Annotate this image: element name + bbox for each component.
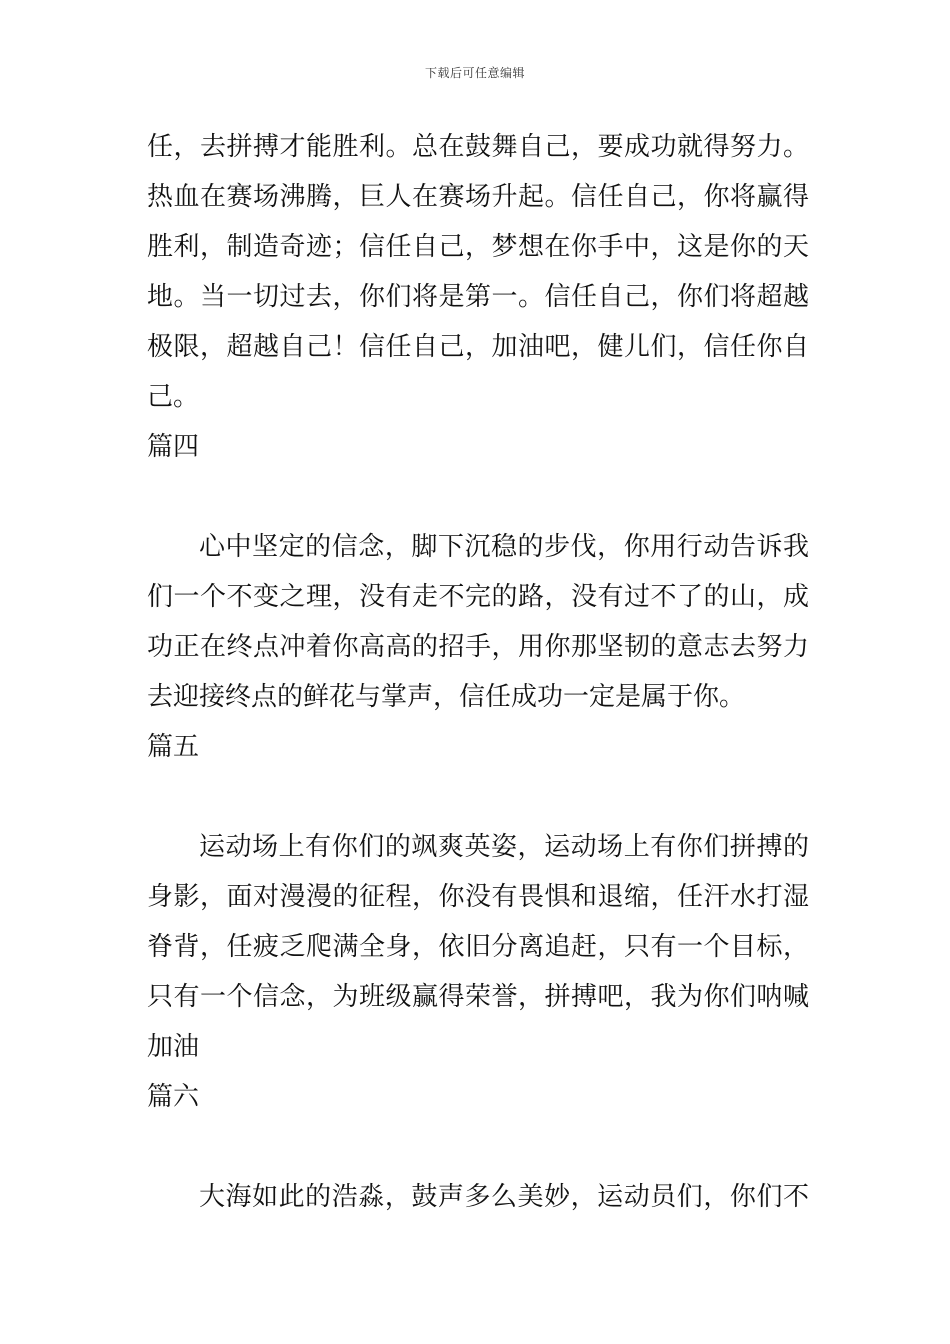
paragraph-line: 心中坚定的信念，脚下沉稳的步伐，你用行动告诉我 <box>199 532 809 562</box>
paragraph-line: 功正在终点冲着你高高的招手，用你那坚韧的意志去努力 <box>147 632 809 662</box>
page-header: 下载后可任意编辑 <box>424 66 525 80</box>
paragraph-line: 运动场上有你们的飒爽英姿，运动场上有你们拼搏的 <box>199 832 809 862</box>
blank-line <box>147 472 809 522</box>
paragraph-line: 身影，面对漫漫的征程，你没有畏惧和退缩，任汗水打湿 <box>147 882 809 912</box>
paragraph-line: 只有一个信念，为班级赢得荣誉，拼搏吧，我为你们呐喊 <box>147 982 809 1012</box>
paragraph-line: 地。当一切过去，你们将是第一。信任自己，你们将超越 <box>147 282 809 312</box>
paragraph-line: 己。 <box>147 382 200 412</box>
blank-line <box>147 772 809 822</box>
document-body <box>147 122 809 1222</box>
paragraph-line: 胜利，制造奇迹；信任自己，梦想在你手中，这是你的天 <box>147 232 809 262</box>
paragraph-line: 任，去拼搏才能胜利。总在鼓舞自己，要成功就得努力。 <box>147 132 809 162</box>
paragraph-line: 脊背，任疲乏爬满全身，依旧分离追赶，只有一个目标， <box>147 932 809 962</box>
section-heading: 篇四 <box>147 432 200 462</box>
paragraph-line: 热血在赛场沸腾，巨人在赛场升起。信任自己，你将赢得 <box>147 182 809 212</box>
paragraph-line: 极限，超越自己！信任自己，加油吧，健儿们，信任你自 <box>147 332 809 362</box>
paragraph-line: 去迎接终点的鲜花与掌声，信任成功一定是属于你。 <box>147 682 746 712</box>
section-heading: 篇五 <box>147 732 200 762</box>
paragraph-line: 们一个不变之理，没有走不完的路，没有过不了的山，成 <box>147 582 809 612</box>
paragraph-line: 大海如此的浩淼，鼓声多么美妙，运动员们，你们不 <box>199 1182 809 1212</box>
section-heading: 篇六 <box>147 1082 200 1112</box>
blank-line <box>147 1122 809 1172</box>
paragraph-line: 加油 <box>147 1032 200 1062</box>
